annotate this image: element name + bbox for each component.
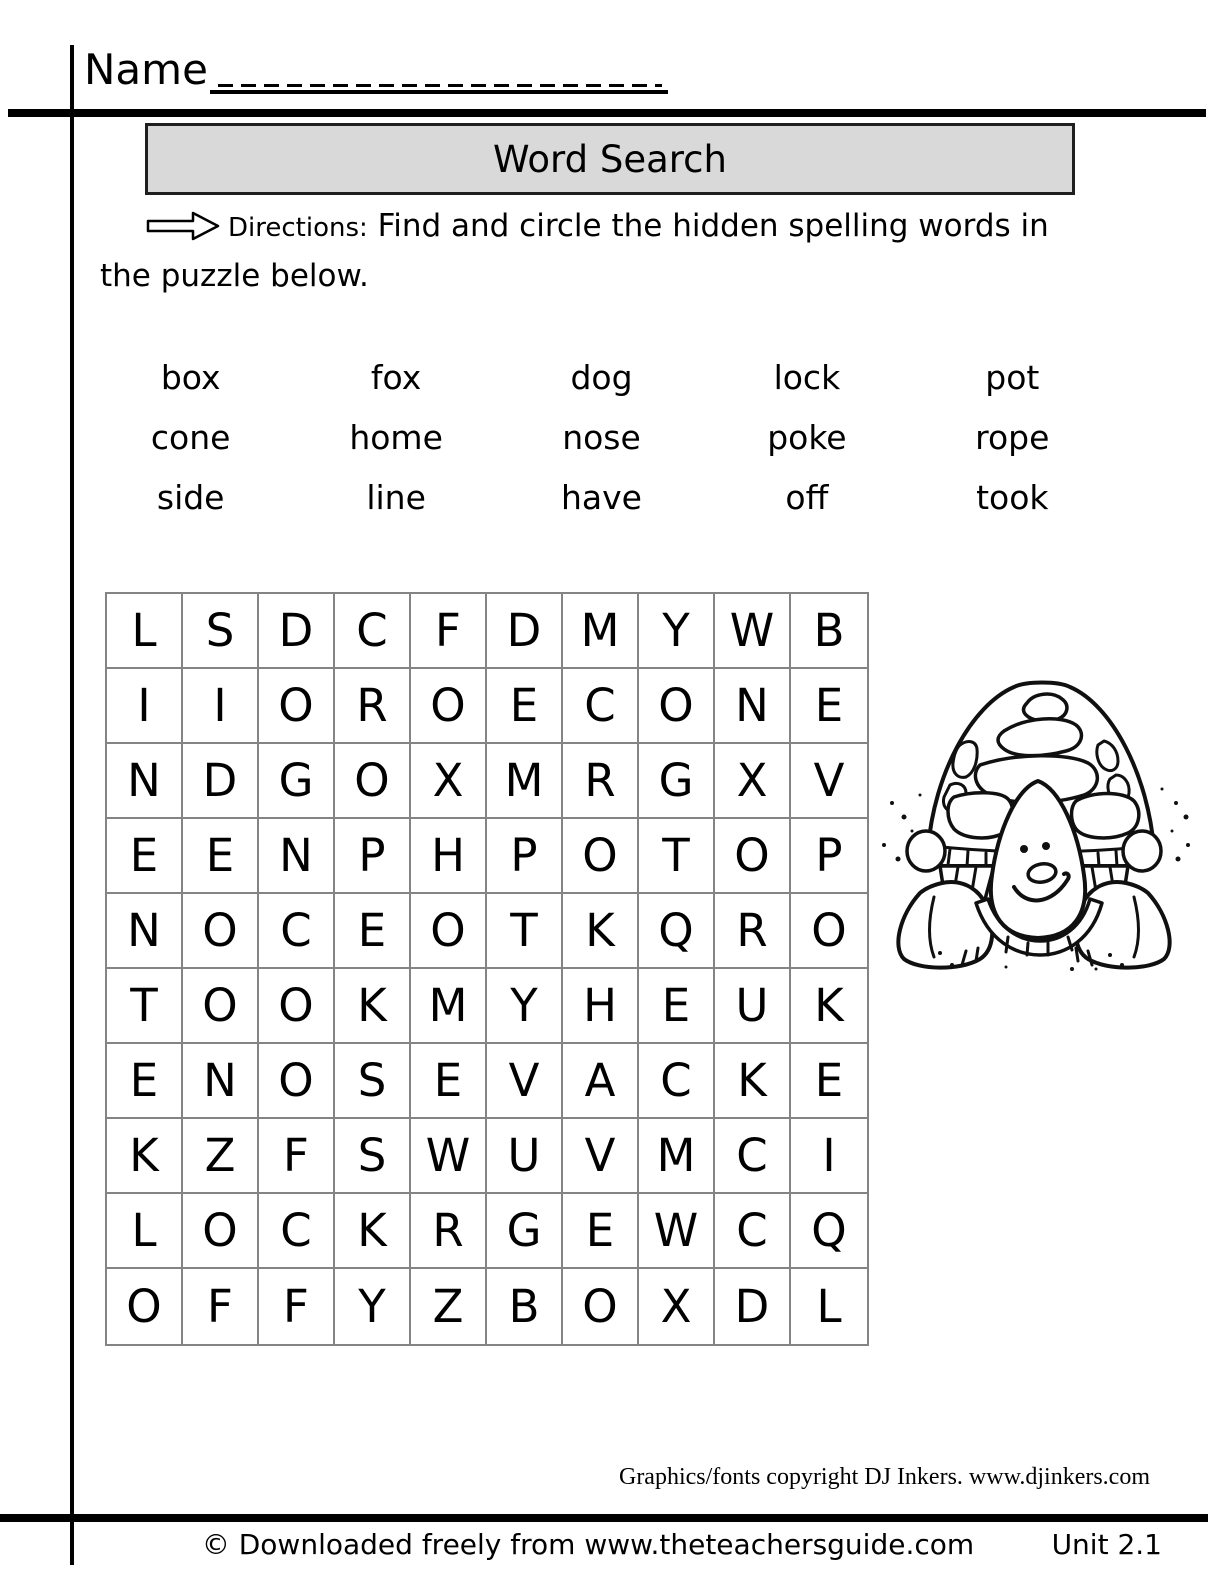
title-box	[145, 123, 1075, 195]
word-item-line: line	[366, 477, 426, 517]
grid-cell-r7c2: N	[183, 1044, 259, 1119]
grid-cell-r4c4: P	[335, 819, 411, 894]
grid-cell-r2c4: R	[335, 669, 411, 744]
word-item-cone: cone	[150, 417, 231, 457]
top-rule	[8, 109, 1206, 117]
grid-cell-r7c10: E	[791, 1044, 867, 1119]
grid-cell-r7c5: E	[411, 1044, 487, 1119]
grid-cell-r10c5: Z	[411, 1269, 487, 1344]
grid-cell-r4c6: P	[487, 819, 563, 894]
grid-cell-r1c4: C	[335, 594, 411, 669]
grid-cell-r1c7: M	[563, 594, 639, 669]
grid-cell-r5c1: N	[107, 894, 183, 969]
grid-cell-r6c8: E	[639, 969, 715, 1044]
letter-grid	[105, 592, 869, 1346]
grid-cell-r4c9: O	[715, 819, 791, 894]
grid-cell-r4c1: E	[107, 819, 183, 894]
grid-cell-r5c5: O	[411, 894, 487, 969]
grid-cell-r3c3: G	[259, 744, 335, 819]
credits-line: Graphics/fonts copyright DJ Inkers. www.djinkers.com	[618, 1464, 1150, 1490]
grid-cell-r3c6: M	[487, 744, 563, 819]
word-item-box: box	[160, 357, 221, 397]
grid-cell-r3c8: G	[639, 744, 715, 819]
grid-cell-r10c4: Y	[335, 1269, 411, 1344]
grid-cell-r8c6: U	[487, 1119, 563, 1194]
grid-cell-r1c1: L	[107, 594, 183, 669]
grid-cell-r7c6: V	[487, 1044, 563, 1119]
grid-cell-r5c7: K	[563, 894, 639, 969]
grid-cell-r10c6: B	[487, 1269, 563, 1344]
word-item-dog: dog	[570, 357, 633, 397]
grid-cell-r9c2: O	[183, 1194, 259, 1269]
grid-cell-r8c9: C	[715, 1119, 791, 1194]
grid-cell-r2c10: E	[791, 669, 867, 744]
word-item-took: took	[976, 477, 1049, 517]
grid-cell-r7c4: S	[335, 1044, 411, 1119]
grid-cell-r10c7: O	[563, 1269, 639, 1344]
word-item-have: have	[561, 477, 642, 517]
grid-cell-r7c8: C	[639, 1044, 715, 1119]
grid-cell-r3c9: X	[715, 744, 791, 819]
grid-cell-r6c7: H	[563, 969, 639, 1044]
word-item-poke: poke	[767, 417, 847, 457]
grid-cell-r2c7: C	[563, 669, 639, 744]
grid-cell-r1c2: S	[183, 594, 259, 669]
grid-cell-r6c9: U	[715, 969, 791, 1044]
grid-cell-r5c8: Q	[639, 894, 715, 969]
grid-cell-r5c2: O	[183, 894, 259, 969]
grid-cell-r10c9: D	[715, 1269, 791, 1344]
word-list	[88, 347, 1115, 527]
grid-cell-r8c3: F	[259, 1119, 335, 1194]
grid-cell-r5c6: T	[487, 894, 563, 969]
grid-cell-r4c7: O	[563, 819, 639, 894]
grid-cell-r3c4: O	[335, 744, 411, 819]
name-row	[84, 44, 668, 94]
grid-cell-r5c4: E	[335, 894, 411, 969]
name-label: Name	[84, 45, 208, 94]
grid-cell-r10c3: F	[259, 1269, 335, 1344]
grid-cell-r8c7: V	[563, 1119, 639, 1194]
grid-cell-r5c10: O	[791, 894, 867, 969]
grid-cell-r1c3: D	[259, 594, 335, 669]
grid-cell-r6c3: O	[259, 969, 335, 1044]
grid-cell-r8c1: K	[107, 1119, 183, 1194]
grid-cell-r1c8: Y	[639, 594, 715, 669]
grid-cell-r8c2: Z	[183, 1119, 259, 1194]
word-item-fox: fox	[370, 357, 422, 397]
grid-cell-r9c10: Q	[791, 1194, 867, 1269]
grid-cell-r6c5: M	[411, 969, 487, 1044]
grid-cell-r1c9: W	[715, 594, 791, 669]
grid-cell-r9c8: W	[639, 1194, 715, 1269]
grid-cell-r7c7: A	[563, 1044, 639, 1119]
grid-cell-r3c5: X	[411, 744, 487, 819]
grid-cell-r7c3: O	[259, 1044, 335, 1119]
grid-cell-r5c9: R	[715, 894, 791, 969]
grid-cell-r6c4: K	[335, 969, 411, 1044]
grid-cell-r1c10: B	[791, 594, 867, 669]
grid-cell-r3c10: V	[791, 744, 867, 819]
grid-cell-r3c7: R	[563, 744, 639, 819]
arrow-icon	[146, 211, 220, 241]
grid-cell-r4c10: P	[791, 819, 867, 894]
grid-cell-r8c10: I	[791, 1119, 867, 1194]
grid-cell-r10c10: L	[816, 1280, 842, 1333]
grid-cell-r4c5: H	[411, 819, 487, 894]
grid-cell-r9c9: C	[715, 1194, 791, 1269]
left-margin-line	[70, 45, 74, 1565]
grid-cell-r9c3: C	[259, 1194, 335, 1269]
grid-cell-r8c8: M	[639, 1119, 715, 1194]
grid-cell-r9c4: K	[335, 1194, 411, 1269]
grid-cell-r1c5: F	[411, 594, 487, 669]
grid-cell-r2c9: N	[715, 669, 791, 744]
grid-cell-r5c3: C	[259, 894, 335, 969]
grid-cell-r6c10: K	[791, 969, 867, 1044]
bottom-rule	[0, 1514, 1208, 1522]
word-item-off: off	[785, 477, 829, 517]
grid-cell-r6c1: T	[107, 969, 183, 1044]
grid-cell-r2c6: E	[487, 669, 563, 744]
grid-cell-r4c8: T	[639, 819, 715, 894]
grid-cell-r10c1: O	[107, 1269, 183, 1344]
grid-cell-r9c5: R	[411, 1194, 487, 1269]
directions-text: Find and circle the hidden spelling words in the puzzle below.	[100, 208, 1049, 294]
name-fill-in-line	[210, 44, 668, 94]
grid-cell-r3c1: N	[107, 744, 183, 819]
grid-cell-r6c6: Y	[487, 969, 563, 1044]
grid-cell-r9c7: E	[563, 1194, 639, 1269]
grid-cell-r6c2: O	[183, 969, 259, 1044]
grid-cell-r4c3: N	[259, 819, 335, 894]
download-note: © Downloaded freely from www.theteachersguide.com	[201, 1528, 975, 1561]
grid-cell-r9c6: G	[487, 1194, 563, 1269]
word-item-pot: pot	[985, 357, 1040, 397]
grid-cell-r2c8: O	[639, 669, 715, 744]
turtle-illustration	[876, 653, 1192, 973]
grid-cell-r7c9: K	[715, 1044, 791, 1119]
word-item-side: side	[156, 477, 225, 517]
grid-cell-r2c1: I	[107, 669, 183, 744]
directions	[100, 202, 1090, 300]
grid-cell-r8c4: S	[335, 1119, 411, 1194]
unit-label: Unit 2.1	[1051, 1528, 1162, 1561]
grid-cell-r2c5: O	[411, 669, 487, 744]
word-item-rope: rope	[975, 417, 1050, 457]
grid-cell-r2c2: I	[183, 669, 259, 744]
grid-cell-r3c2: D	[183, 744, 259, 819]
word-item-home: home	[349, 417, 443, 457]
grid-cell-r4c2: E	[183, 819, 259, 894]
grid-cell-r7c1: E	[107, 1044, 183, 1119]
word-item-lock: lock	[773, 357, 841, 397]
grid-cell-r8c5: W	[411, 1119, 487, 1194]
grid-cell-r2c3: O	[259, 669, 335, 744]
grid-cell-r9c1: L	[107, 1194, 183, 1269]
directions-label: Directions:	[228, 213, 368, 243]
grid-cell-r1c6: D	[487, 594, 563, 669]
grid-cell-r10c2: F	[183, 1269, 259, 1344]
word-item-nose: nose	[562, 417, 641, 457]
page-title: Word Search	[493, 137, 727, 181]
grid-cell-r10c8: X	[639, 1269, 715, 1344]
